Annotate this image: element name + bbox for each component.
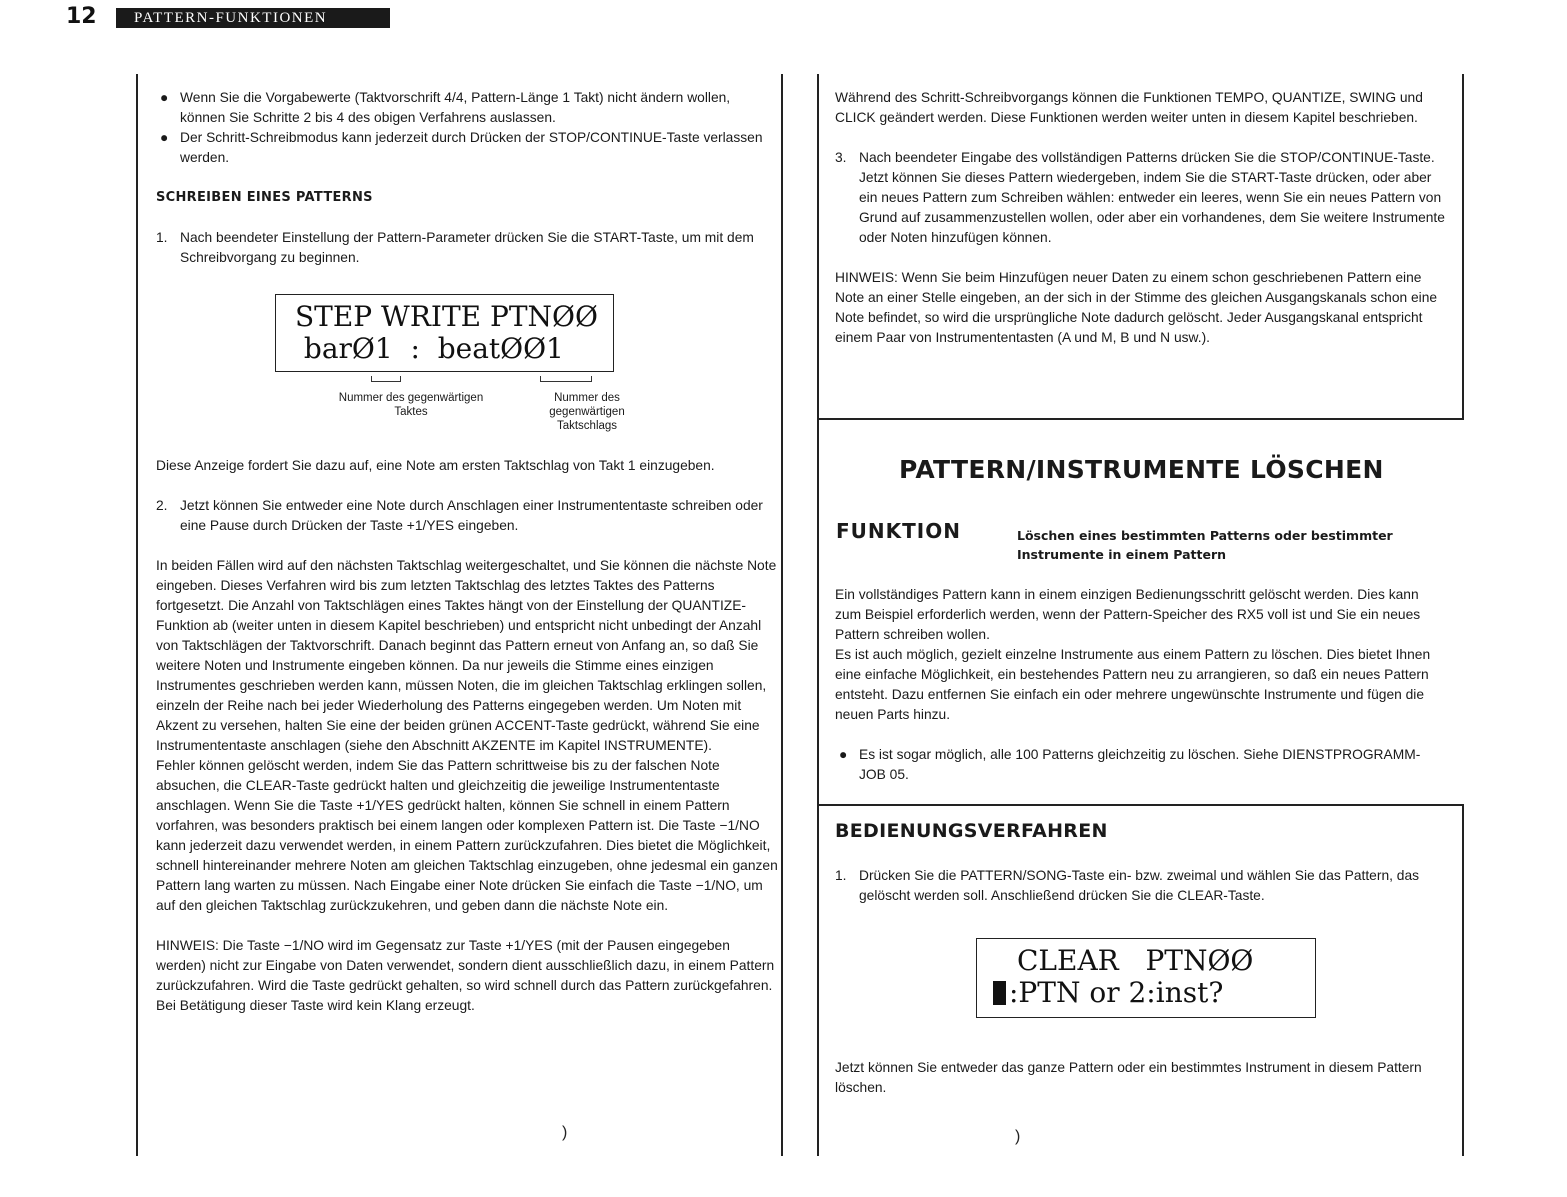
- step-number: 1.: [835, 868, 847, 883]
- step-text: Drücken Sie die PATTERN/SONG-Taste ein- bzw. zweimal und wählen Sie das Pattern, das gelöscht werden soll. Anschließend drücken Sie die CLEAR-Taste.: [859, 868, 1420, 903]
- bullet-icon: ●: [160, 130, 169, 145]
- left-column: [156, 88, 778, 268]
- caption-bar-number: Nummer des gegenwärtigen Taktes: [338, 392, 484, 418]
- left-column-rule: [136, 74, 138, 1156]
- step-2: [156, 496, 778, 536]
- section-header-banner: PATTERN-FUNKTIONEN: [116, 8, 390, 28]
- step-1-clear: [835, 866, 1447, 906]
- step-number: 3.: [835, 150, 847, 165]
- bullet-text: Der Schritt-Schreibmodus kann jederzeit durch Drücken der STOP/CONTINUE-Taste verlassen werden.: [180, 130, 763, 165]
- center-column-rule: [781, 74, 783, 1156]
- bracket-bar: [371, 376, 401, 382]
- step-3: [835, 148, 1447, 248]
- hinweis-left: HINWEIS: Die Taste −1/NO wird im Gegensatz zur Taste +1/YES (mit der Pausen eingegeben werden) nicht zur Eingabe von Daten verwendet, sondern dient ausschließlich dazu, in einem Pattern zurückzufahren. Wird die Taste gedrückt gehalten, so wird schnell durch das Pattern zurückgefahren. Bei Betätigung dieser Taste wird kein Klang erzeugt.: [156, 938, 775, 1013]
- lcd-line-2: :PTN or 2:inst?: [993, 977, 1315, 1009]
- section-title: PATTERN/INSTRUMENTE LÖSCHEN: [899, 455, 1384, 484]
- bullet-text: Wenn Sie die Vorgabewerte (Taktvorschrift 4/4, Pattern-Länge 1 Takt) nicht ändern wollen, können Sie Schritte 2 bis 4 des obigen Verfahrens auslassen.: [180, 90, 731, 125]
- step-1: [156, 228, 778, 268]
- subhead-schreiben: SCHREIBEN EINES PATTERNS: [156, 190, 373, 205]
- lcd-line-1: STEP WRITE PTNØØ: [295, 300, 598, 333]
- procedure-box-right-rule: [1462, 804, 1464, 1156]
- list-item: [835, 745, 1447, 785]
- para-end-wrap: [835, 1058, 1447, 1098]
- para-a: Ein vollständiges Pattern kann in einem einzigen Bedienungsschritt gelöscht werden. Dies kann zum Beispiel erforderlich werden, wenn der Pattern-Speicher des RX5 voll ist und Sie ein neues Pattern schreiben wollen.: [835, 587, 1421, 642]
- page-number: 12: [66, 4, 97, 29]
- paren-mark-right: ): [1015, 1128, 1021, 1145]
- funktion-description: Löschen eines bestimmten Patterns oder bestimmter Instrumente in einem Pattern: [1017, 528, 1393, 562]
- lcd-display-step-write: [275, 294, 614, 372]
- procedure-box-top-rule: [817, 804, 1464, 806]
- procedure-title: BEDIENUNGSVERFAHREN: [835, 820, 1108, 842]
- step-text: Jetzt können Sie entweder eine Note durch Anschlagen einer Instrumententaste schreiben oder eine Pause durch Drücken der Taste +1/YES eingeben.: [180, 498, 763, 533]
- paren-mark-left: ): [562, 1124, 568, 1141]
- right-column-top: [835, 88, 1447, 348]
- para-end: Jetzt können Sie entweder das ganze Pattern oder ein bestimmtes Instrument in diesem Pattern löschen.: [835, 1060, 1422, 1095]
- step-text: Nach beendeter Eingabe des vollständigen Patterns drücken Sie die STOP/CONTINUE-Taste. Jetzt können Sie dieses Pattern wiedergeben, indem Sie die START-Taste drücken, oder aber ein neues Pattern zum Schreiben wählen: entweder ein leeres, wenn Sie ein neues Pattern von Grund auf zusammenzustellen wollen, oder aber ein vorhandenes, dem Sie weitere Instrumente oder Noten hinzufügen können.: [859, 150, 1445, 245]
- cursor-block-icon: [993, 981, 1006, 1005]
- list-item: [156, 128, 778, 168]
- bullet-text: Es ist sogar möglich, alle 100 Patterns gleichzeitig zu löschen. Siehe DIENSTPROGRAMM-JOB 05.: [859, 747, 1421, 782]
- step-number: 1.: [156, 230, 168, 245]
- step-text: Nach beendeter Einstellung der Pattern-Parameter drücken Sie die START-Taste, um mit dem Schreibvorgang zu beginnen.: [180, 230, 754, 265]
- bullet-icon: ●: [839, 747, 848, 762]
- right-box-bottom-rule: [817, 418, 1464, 420]
- para-b: Es ist auch möglich, gezielt einzelne Instrumente aus einem Pattern zu löschen. Dies bietet Ihnen eine einfache Möglichkeit, ein bestehendes Pattern neu zu arrangieren, so daß ein neues Pattern entsteht. Dazu entfernen Sie einfach ein oder mehrere ungewünschte Instrumente und fügen die neuen Parts hinzu.: [835, 647, 1431, 722]
- lcd-line-2: barØ1 : beatØØ1: [295, 332, 564, 365]
- para-main-1: In beiden Fällen wird auf den nächsten Taktschlag weitergeschaltet, und Sie können die nächste Note eingeben. Dieses Verfahren wird bis zum letzten Taktschlag des letztes Taktes des Patterns fortgesetzt. Die Anzahl von Taktschlägen eines Taktes hängt von der Einstellung der QUANTIZE-Funktion ab (weiter unten in diesem Kapitel beschrieben) und entspricht nicht unbedingt der Anzahl von Taktschlägen der Taktvorschrift. Danach beginnt das Pattern erneut von Anfang an, so daß Sie weitere Noten und Instrumente eingeben können. Da nur jeweils die Stimme eines einzigen Instrumentes geschrieben werden kann, müssen Noten, die im gleichen Taktschlag erklingen sollen, einzeln der Reihe nach bei jeder Wiederholung des Patterns eingegeben werden. Um Noten mit Akzent zu versehen, halten Sie eine der beiden grünen ACCENT-Taste gedrückt, während Sie eine Instrumententaste anschlagen (siehe den Abschnitt AKZENTE im Kapitel INSTRUMENTE).: [156, 558, 777, 753]
- list-item: [156, 88, 778, 128]
- hinweis-right: HINWEIS: Wenn Sie beim Hinzufügen neuer Daten zu einem schon geschriebenen Pattern eine Note an einer Stelle eingeben, an der sich in der Stimme des gleichen Ausgangskanals schon eine Note befindet, so wird die ursprüngliche Note dadurch gelöscht. Jeder Ausgangskanal entspricht einem Paar von Instrumententasten (A und M, B und N usw.).: [835, 270, 1438, 345]
- bracket-beat: [540, 376, 592, 382]
- funktion-label: FUNKTION: [836, 519, 961, 543]
- bullet-icon: ●: [160, 90, 169, 105]
- lcd-display-clear: [976, 938, 1316, 1018]
- left-column-lower: [156, 456, 778, 1016]
- para-display: Diese Anzeige fordert Sie dazu auf, eine Note am ersten Taktschlag von Takt 1 einzugeben.: [156, 458, 715, 473]
- para-main-2: Fehler können gelöscht werden, indem Sie das Pattern schrittweise bis zu der falschen Note absuchen, die CLEAR-Taste gedrückt halten und gleichzeitig die jeweilige Instrumententaste anschlagen. Wenn Sie die Taste +1/YES gedrückt halten, können Sie schnell in einem Pattern vorfahren, was besonders praktisch bei einem langen oder komplexen Pattern ist. Die Taste −1/NO kann jederzeit dazu verwendet werden, in einem Pattern zurückzufahren. Dies bietet die Möglichkeit, schnell hintereinander mehrere Noten am gleichen Taktschlag einzugeben, ohne jedesmal ein ganzen Pattern lang warten zu müssen. Nach Eingabe einer Note drücken Sie einfach die Taste −1/NO, um auf den gleichen Taktschlag zurückzukehren, und geben dann die nächste Note ein.: [156, 758, 778, 913]
- right-box-rule-top: [1462, 74, 1464, 420]
- right-column-mid: [835, 585, 1447, 785]
- caption-beat-number: Nummer des gegenwärtigen Taktschlags: [549, 392, 625, 432]
- lcd-line-1: CLEAR PTNØØ: [1017, 944, 1254, 977]
- step-number: 2.: [156, 498, 168, 513]
- right-column-rule: [817, 74, 819, 1156]
- procedure-steps: [835, 866, 1447, 906]
- para-top: Während des Schritt-Schreibvorgangs können die Funktionen TEMPO, QUANTIZE, SWING und CLICK geändert werden. Diese Funktionen werden weiter unten in diesem Kapitel beschrieben.: [835, 90, 1423, 125]
